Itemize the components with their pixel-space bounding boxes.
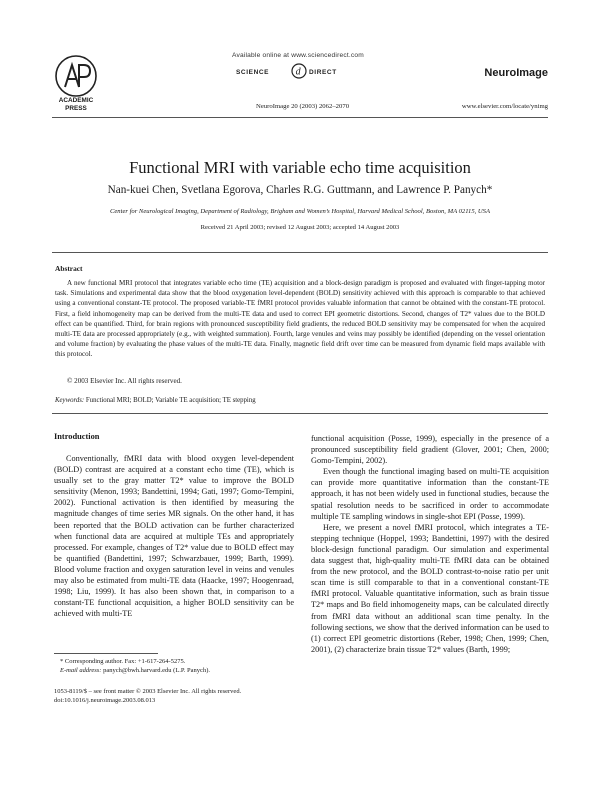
publisher-line2: PRESS: [65, 104, 87, 112]
journal-website-link[interactable]: www.elsevier.com/locate/ynimg: [461, 103, 548, 110]
issn-block: [54, 687, 241, 705]
publisher-line1: ACADEMIC: [58, 97, 94, 104]
email-line: [60, 666, 210, 675]
keywords-text: Functional MRI; BOLD; Variable TE acquisition; TE stepping: [85, 397, 256, 404]
intro-paragraph: Even though the functional imaging based on multi-TE acquisition can provide more quantitative information than the constant-TE approach, it has not been widely used in functional studies, because the spatial resolution needs to be sacrificed in order to accommodate multiple TE sampling windows in single-shot EPI (Posse, 1999).: [311, 467, 549, 521]
sciencedirect-right-text: DIRECT: [309, 69, 337, 76]
footnote: [60, 657, 210, 675]
abstract-copyright: © 2003 Elsevier Inc. All rights reserved.: [67, 377, 182, 385]
sciencedirect-left-text: SCIENCE: [236, 69, 270, 76]
abstract-heading: Abstract: [55, 264, 83, 273]
abstract-top-divider: [52, 252, 548, 253]
footnote-divider: [54, 653, 158, 654]
intro-heading: Introduction: [54, 432, 100, 441]
keywords: [55, 397, 256, 404]
svg-text:d: d: [295, 66, 301, 78]
intro-left-column: [54, 453, 294, 619]
publisher-name: [48, 97, 104, 112]
keywords-label: Keywords:: [55, 397, 85, 404]
sciencedirect-logo-icon: [236, 63, 362, 79]
intro-paragraph: Here, we present a novel fMRI protocol, which integrates a TE-stepping technique (Hoppel, 1993; Bandettini, 1997) with the desired block-design functional paradigm. Our simulation and experimental data suggest that, high-quality multi-TE fMRI data can be obtained from the new protocol, and the BOLD contrast-to-noise ratio per unit scan time is still comparable to that in a conventional constant-TE fMRI protocol. Valuable quantitative information, such as brain tissue T2* maps and Bo field inhomogeneity maps, can be calculated directly from fMRI data without an additional scan time penalty. In the following sections, we show that the derived information can be used to (1) correct EPI geometric distortions (Reber, 1998; Chen, 1999; Chen, 2001), (2) characterize brain tissue T2* values (Barth, 1999;: [311, 522, 549, 654]
journal-brand: NeuroImage: [484, 67, 548, 79]
available-online-link[interactable]: Available online at www.sciencedirect.com: [232, 52, 364, 59]
author-affiliation: Center for Neurological Imaging, Department of Radiology, Brigham and Women’s Hospital, Harvard Medical School, Boston, MA 02115, USA: [109, 208, 491, 215]
doi-link[interactable]: doi:10.1016/j.neuroimage.2003.08.013: [54, 697, 156, 704]
article-dates: Received 21 April 2003; revised 12 August 2003; accepted 14 August 2003: [200, 224, 400, 231]
abstract-bottom-divider: [52, 413, 548, 414]
email-address-link[interactable]: panych@bwh.harvard.edu (L.P. Panych).: [103, 667, 210, 674]
journal-citation: NeuroImage 20 (2003) 2062–2070: [256, 103, 350, 110]
intro-right-column: [311, 433, 549, 655]
article-authors: Nan-kuei Chen, Svetlana Egorova, Charles R.G. Guttmann, and Lawrence P. Panych*: [107, 184, 493, 196]
issn-line: 1053-8119/$ – see front matter © 2003 Elsevier Inc. All rights reserved.: [54, 688, 242, 695]
abstract-text: A new functional MRI protocol that integrates variable echo time (TE) acquisition and a block-design paradigm is proposed and evaluated with finger-tapping motor task. Simulations and experimental data show that the blood oxygenation level-dependent (BOLD) sensitivity achieved with this approach is comparable to that achieved using a conventional constant-TE protocol. The proposed variable-TE fMRI protocol provides valuable information that cannot be obtained with the constant-TE protocol. First, a field inhomogeneity map can be derived from the multi-TE data and used to correct EPI geometric distortions. Second, changes of T2* values due to the BOLD effect can be quantified. Third, for brain regions with pronounced susceptibility field gradients, the reduced BOLD sensitivity may be compensated for when the acquired multi-TE data are processed appropriately (e.g., with weighted summation). Fourth, large venules and veins may possibly be identified (depending on the vessel orientation and volume fraction) by evaluating the phase values of the multi-TE data. Finally, magnetic field drift over time can be measured from dynamic field maps available with this protocol.: [55, 279, 545, 359]
academic-press-logo-icon: [54, 54, 98, 98]
email-label: E-mail address:: [60, 667, 102, 674]
intro-paragraph: Conventionally, fMRI data with blood oxygen level-dependent (BOLD) contrast are acquired at a constant echo time (TE), which is usually set to the gray matter T2* value to improve the BOLD sensitivity (Menon, 1993; Bandettini, 1994; Gati, 1997; Gomo-Tempini, 2002). Functional activation is then identified by measuring the magnitude changes of time series MR signals. On the other hand, it has been reported that the BOLD activation can be further characterized when functional data are acquired at multiple TEs and appropriately processed. For example, changes of T2* value due to BOLD effect may be quantified (Bandettini, 1997; Schwarzbauer, 1999; Barth, 1999). Blood volume fraction and oxygen saturation level in veins and venules may also be estimated from multi-TE data (Haacke, 1997; Hoogenraad, 1998; Liu, 1999). It has also been shown that, in comparison to a constant-TE functional acquisition, a higher BOLD sensitivity can be achieved with multi-TE: [54, 454, 294, 619]
intro-paragraph: functional acquisition (Posse, 1999), especially in the presence of a pronounced susceptibility field gradient (Glover, 2001; Chen, 2000; Gomo-Tempini, 2002).: [311, 434, 549, 466]
header-divider: [52, 117, 548, 118]
corresponding-author-note: * Corresponding author. Fax: +1-617-264-5275.: [60, 658, 186, 665]
article-title: Functional MRI with variable echo time acquisition: [129, 158, 471, 177]
